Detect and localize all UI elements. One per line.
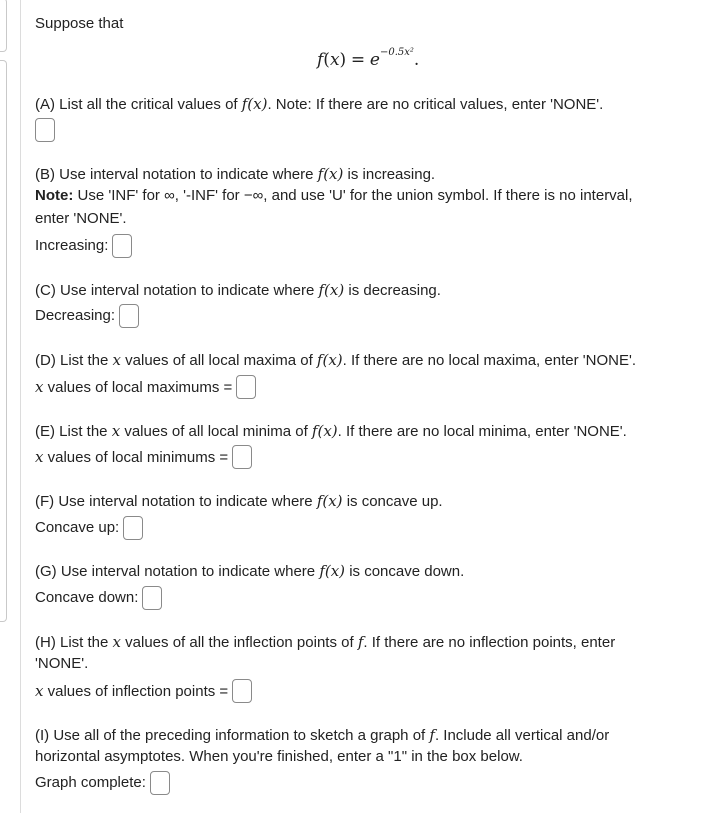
part-d-prompt <box>35 350 636 371</box>
part-a-prompt <box>35 94 603 115</box>
graph-complete-input[interactable] <box>150 771 170 795</box>
part-i-func: f <box>429 726 435 744</box>
part-f-text-after: is concave up. <box>342 493 443 510</box>
part-e-prompt <box>35 421 627 442</box>
part-b-answer-row <box>35 234 132 258</box>
part-i-answer-row <box>35 771 170 795</box>
question-panel <box>20 0 713 813</box>
part-g-text: (G) Use interval notation to indicate where <box>35 563 320 580</box>
part-g-func: f(x) <box>319 562 346 580</box>
formula-base: e <box>369 50 380 70</box>
local-max-input[interactable] <box>236 375 256 399</box>
part-b-note <box>35 186 633 206</box>
inflection-var: x <box>35 681 44 700</box>
increasing-label: Increasing: <box>35 237 109 254</box>
inflection-label <box>35 681 228 702</box>
graph-complete-label: Graph complete: <box>35 774 146 791</box>
part-i-text: (I) Use all of the preceding information to sketch a graph of <box>35 727 430 744</box>
inflection-label-text: values of inflection points = <box>43 682 229 700</box>
part-c-func: f(x) <box>318 281 345 299</box>
increasing-input[interactable] <box>112 234 132 258</box>
part-g-text-after: is concave down. <box>345 563 465 580</box>
part-f-func: f(x) <box>316 492 343 510</box>
part-c-text: (C) Use interval notation to indicate where <box>35 282 319 299</box>
part-c-prompt <box>35 280 441 301</box>
part-h-func: f <box>357 633 364 651</box>
part-d-text-mid: values of all local maxima of <box>121 352 317 369</box>
part-d-answer-row <box>35 375 256 399</box>
part-d-text: (D) List the <box>35 352 113 369</box>
formula-paren-open: ( <box>323 50 330 70</box>
local-min-input[interactable] <box>232 445 252 469</box>
part-d-func: f(x) <box>316 351 343 369</box>
formula-f: f <box>317 50 324 70</box>
left-rail <box>0 0 6 813</box>
part-b-text-after: is increasing. <box>343 166 436 183</box>
local-max-label-text: values of local maximums = <box>43 378 233 396</box>
decreasing-label: Decreasing: <box>35 307 116 324</box>
part-a-text: (A) List all the critical values of <box>35 96 242 113</box>
part-g-answer-row <box>35 586 162 610</box>
part-b-text: (B) Use interval notation to indicate where <box>35 166 318 183</box>
left-rail-segment <box>0 0 7 52</box>
part-i-prompt-cont: horizontal asymptotes. When you're finished, enter a "1" in the box below. <box>35 748 523 765</box>
local-max-var: x <box>35 377 44 396</box>
part-e-var: x <box>111 422 121 440</box>
left-rail-segment <box>0 60 7 622</box>
local-min-label <box>35 447 228 468</box>
formula-exponent: −0.5x² <box>379 47 414 59</box>
part-h-answer-row <box>35 679 252 703</box>
formula-paren-close: ) <box>339 50 347 70</box>
part-i-text-after: . Include all vertical and/or <box>434 727 610 744</box>
part-h-prompt <box>35 632 615 653</box>
local-min-var: x <box>35 447 44 466</box>
part-e-answer-row <box>35 445 252 469</box>
part-c-text-after: is decreasing. <box>344 282 441 299</box>
part-b-note-cont: enter 'NONE'. <box>35 210 127 227</box>
intro-text: Suppose that <box>35 15 124 32</box>
note-label: Note: <box>35 187 74 204</box>
concave-up-label: Concave up: <box>35 519 120 536</box>
part-a-answer-row <box>35 118 55 142</box>
concave-up-input[interactable] <box>123 516 143 540</box>
part-b-func: f(x) <box>317 165 344 183</box>
note-text: Use 'INF' for ∞, '-INF' for −∞, and use 'U' for the union symbol. If there is no interval, <box>73 187 633 204</box>
inflection-input[interactable] <box>232 679 252 703</box>
part-b-prompt <box>35 164 435 185</box>
formula-period: . <box>413 50 420 70</box>
part-h-var: x <box>112 633 121 651</box>
part-e-func: f(x) <box>311 422 338 440</box>
part-h-text: (H) List the <box>35 634 113 651</box>
formula-equals: = <box>350 50 366 70</box>
formula-x: x <box>329 50 340 70</box>
decreasing-input[interactable] <box>119 304 139 328</box>
part-e-text-mid: values of all local minima of <box>120 423 312 440</box>
part-d-var: x <box>112 351 121 369</box>
part-e-text: (E) List the <box>35 423 112 440</box>
part-a-text-after: . Note: If there are no critical values, enter 'NONE'. <box>267 96 604 113</box>
part-i-prompt <box>35 725 609 746</box>
part-h-text-mid: values of all the inflection points of <box>121 634 358 651</box>
concave-down-input[interactable] <box>142 586 162 610</box>
part-f-prompt <box>35 491 443 512</box>
part-f-text: (F) Use interval notation to indicate where <box>35 493 317 510</box>
part-c-answer-row <box>35 304 139 328</box>
local-max-label <box>35 377 232 398</box>
part-f-answer-row <box>35 516 143 540</box>
critical-values-input[interactable] <box>35 118 55 142</box>
function-formula <box>317 47 420 70</box>
part-h-text-after: . If there are no inflection points, enter <box>363 634 616 651</box>
part-h-prompt-cont: 'NONE'. <box>35 655 89 672</box>
part-d-text-after: . If there are no local maxima, enter 'NONE'. <box>342 352 636 369</box>
concave-down-label: Concave down: <box>35 589 139 606</box>
part-a-func: f(x) <box>241 95 268 113</box>
part-g-prompt <box>35 561 464 582</box>
part-e-text-after: . If there are no local minima, enter 'NONE'. <box>337 423 627 440</box>
local-min-label-text: values of local minimums = <box>43 448 229 466</box>
